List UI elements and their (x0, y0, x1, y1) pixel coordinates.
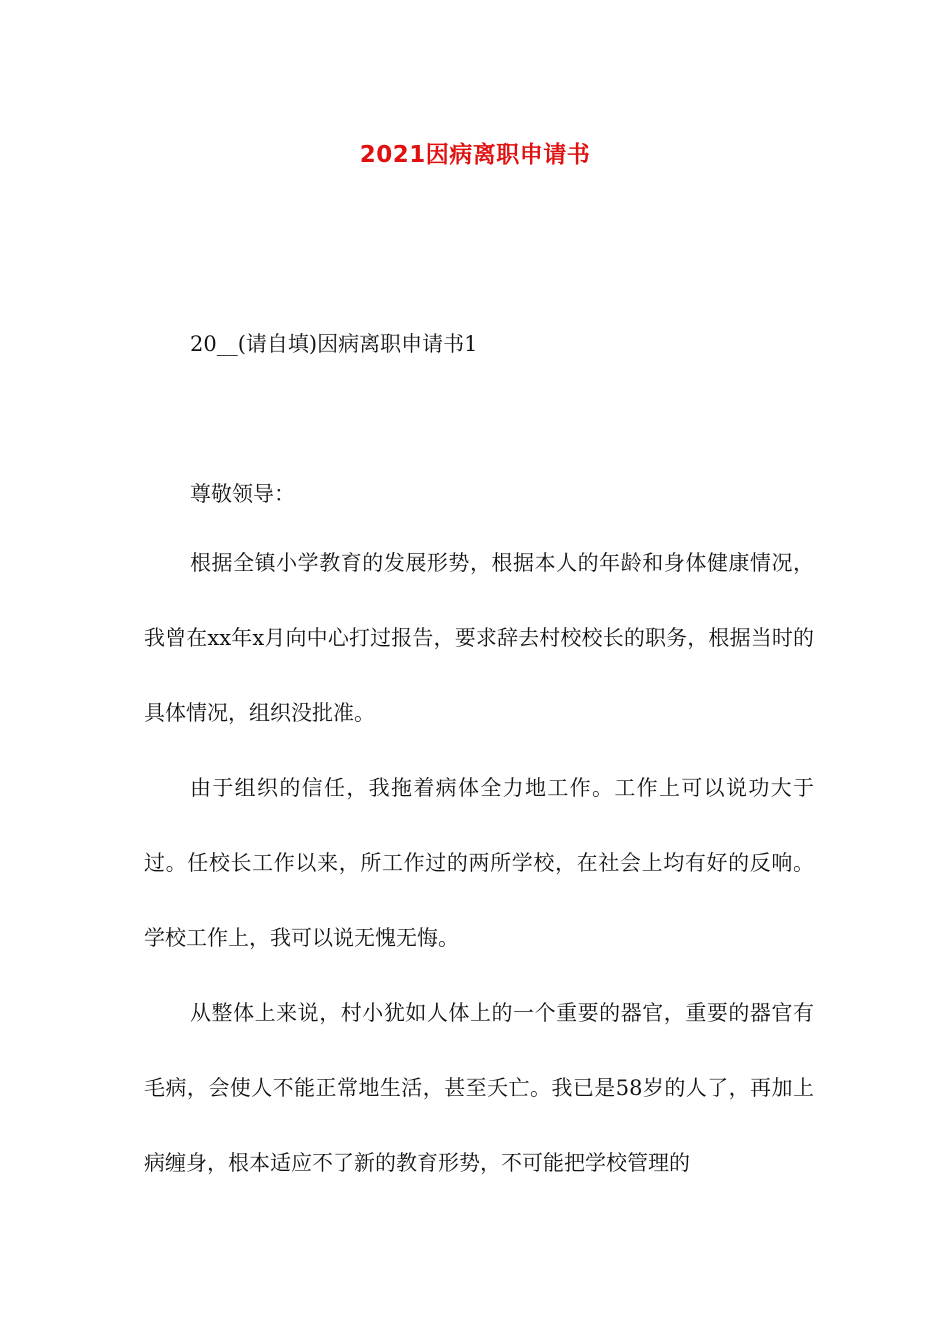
document-title: 2021因病离职申请书 (359, 142, 591, 168)
document-subtitle: 20__(请自填)因病离职申请书1 (190, 332, 478, 356)
paragraph-3: 从整体上来说，村小犹如人体上的一个重要的器官，重要的器官有毛病，会使人不能正常地生活，甚至夭亡。我已是58岁的人了，再加上病缠身，根本适应不了新的教育形势，不可能把学校管理的 (144, 1001, 814, 1175)
paragraph-1: 根据全镇小学教育的发展形势，根据本人的年龄和身体健康情况，我曾在xx年x月向中心打过报告，要求辞去村校校长的职务，根据当时的具体情况，组织没批准。 (144, 551, 814, 725)
salutation: 尊敬领导： (190, 482, 295, 506)
letter-body (144, 526, 814, 1201)
paragraph-2: 由于组织的信任，我拖着病体全力地工作。工作上可以说功大于过。任校长工作以来，所工作过的两所学校，在社会上均有好的反响。学校工作上，我可以说无愧无悔。 (144, 776, 814, 950)
